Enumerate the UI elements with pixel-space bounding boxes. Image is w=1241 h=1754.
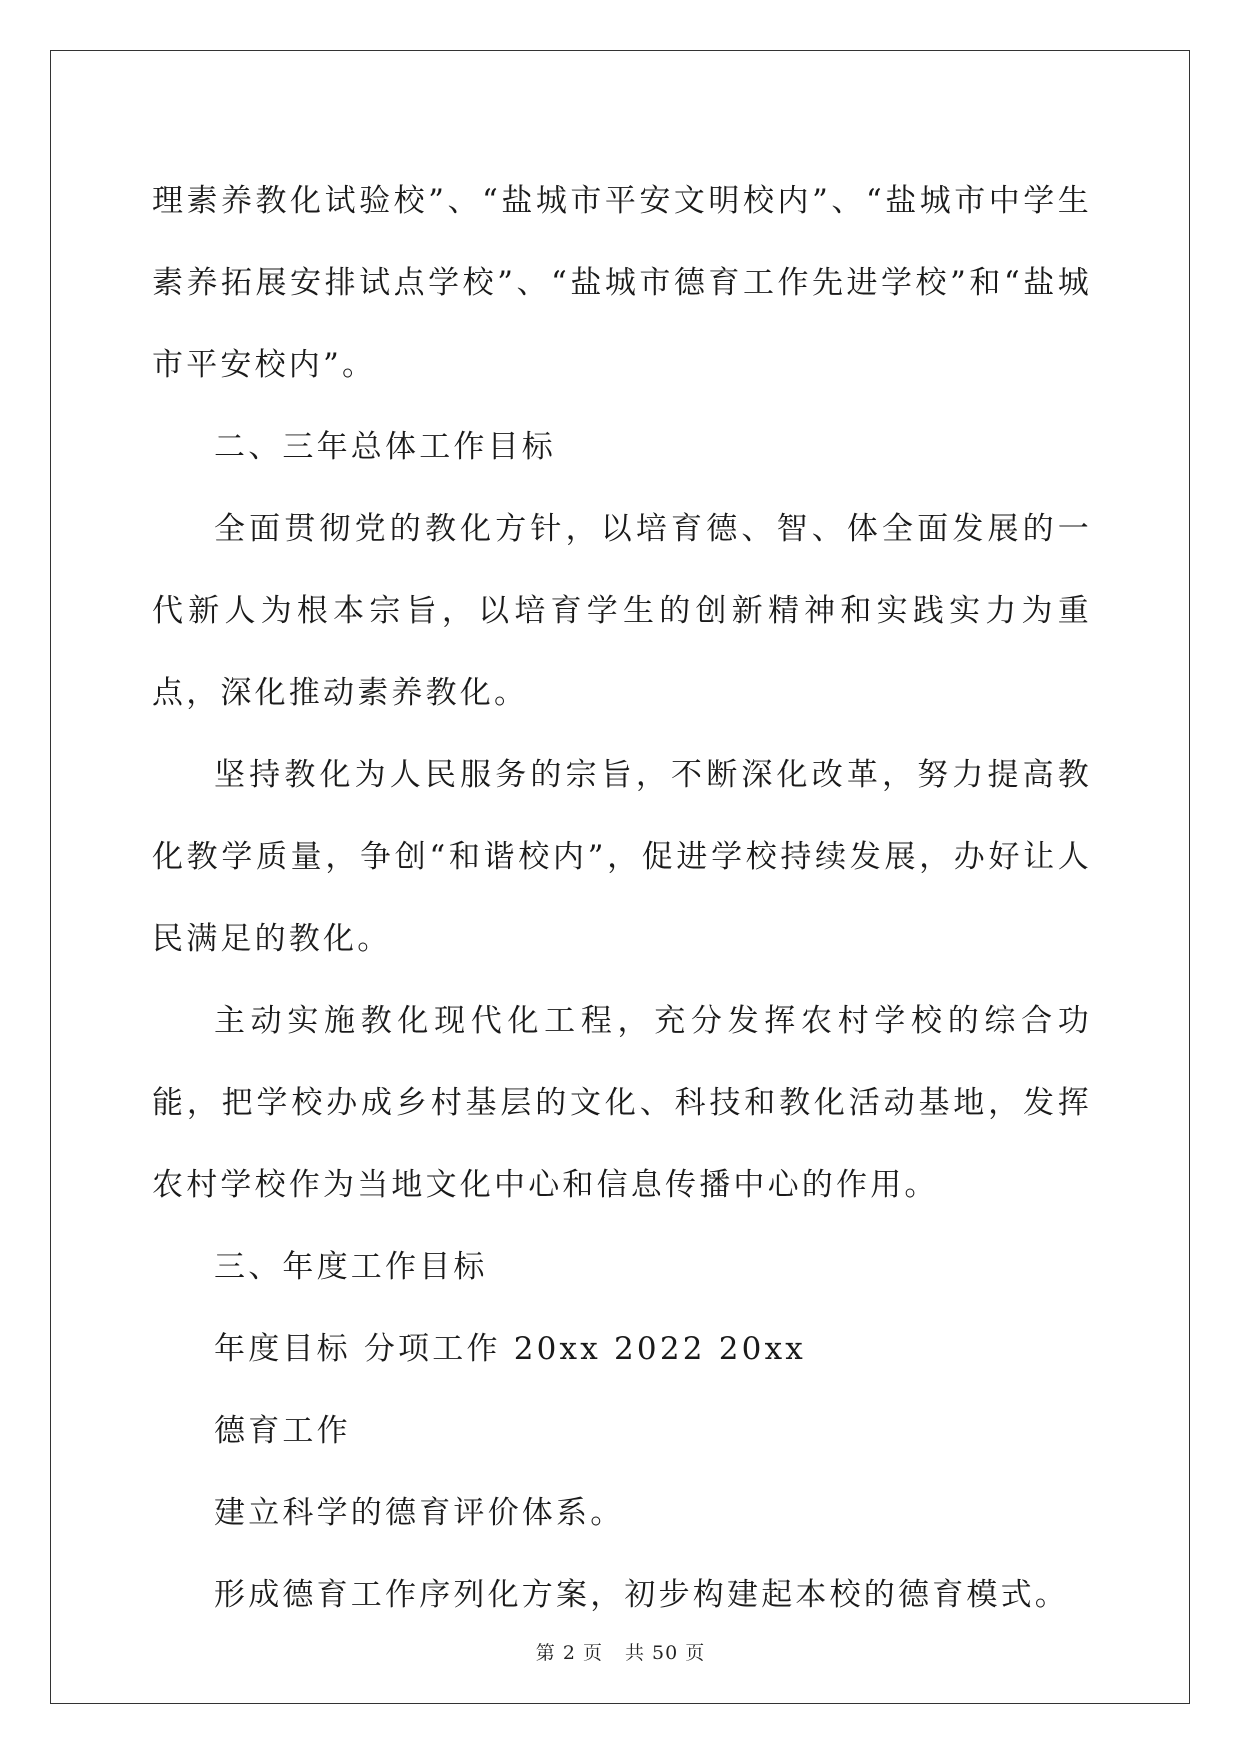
paragraph-4: 坚持教化为人民服务的宗旨，不断深化改革，努力提高教化教学质量，争创“和谐校内”，促进学校持续发展，办好让人民满足的教化。	[152, 757, 1092, 957]
paragraph-3: 全面贯彻党的教化方针，以培育德、智、体全面发展的一代新人为根本宗旨，以培育学生的创新精神和实践实力为重点，深化推动素养教化。	[152, 511, 1092, 711]
table-header-line: 年度目标 分项工作 20xx 2022 20xx	[214, 1331, 806, 1367]
page-total: 共 50 页	[624, 1642, 706, 1664]
section-heading-3: 三、年度工作目标	[214, 1249, 488, 1285]
paragraph-1: 理素养教化试验校”、“盐城市平安文明校内”、“盐城市中学生素养拓展安排试点学校”、“盐城市德育工作先进学校”和“盐城市平安校内”。	[152, 183, 1092, 383]
page-number: 第 2 页	[535, 1642, 603, 1664]
table-item-1: 建立科学的德育评价体系。	[214, 1495, 625, 1531]
section-heading-2: 二、三年总体工作目标	[214, 429, 556, 465]
table-category: 德育工作	[214, 1413, 351, 1449]
paragraph-5: 主动实施教化现代化工程，充分发挥农村学校的综合功能，把学校办成乡村基层的文化、科技和教化活动基地，发挥农村学校作为当地文化中心和信息传播中心的作用。	[152, 1003, 1092, 1203]
page-footer	[0, 1638, 1241, 1665]
table-item-2: 形成德育工作序列化方案，初步构建起本校的德育模式。	[214, 1577, 1069, 1613]
document-body	[152, 160, 1092, 1636]
